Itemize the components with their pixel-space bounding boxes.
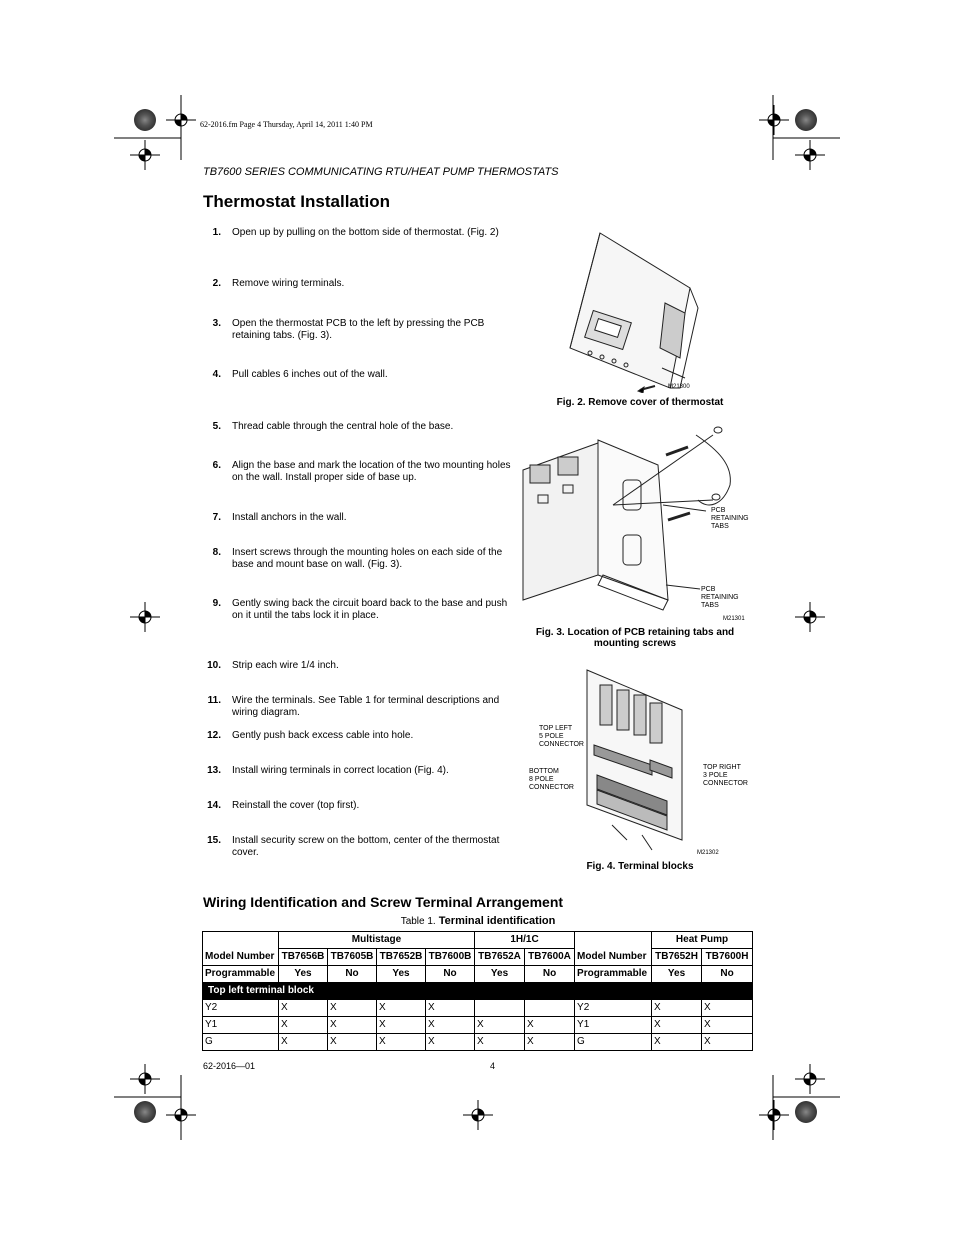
step-item [203,318,513,342]
fig2-code: M21300 [668,384,690,390]
programmable-label: Programmable [575,966,652,983]
step-text: Install security screw on the bottom, center of the thermostat cover. [232,835,500,858]
programmable-cell: Yes [475,966,525,983]
programmable-cell: Yes [377,966,426,983]
step-number: 2. [212,278,221,289]
fig4-terminal-blocks-illustration [572,665,692,855]
mark-cell: X [702,1034,753,1051]
step-text: Wire the terminals. See Table 1 for terminal descriptions and wiring diagram. [232,695,500,718]
mark-cell: X [377,1034,426,1051]
terminal-cell: Y2 [575,1000,652,1017]
step-number: 3. [212,318,221,329]
terminal-cell: Y2 [203,1000,279,1017]
table-caption [203,915,753,927]
step-item [203,800,513,812]
group-multistage: Multistage [279,932,475,949]
table-band-row [203,983,753,1000]
fig3-caption: Fig. 3. Location of PCB retaining tabs and mounting screws [535,627,735,649]
step-text: Reinstall the cover (top first). [232,800,360,811]
programmable-cell: No [426,966,475,983]
step-item [203,460,513,484]
fig4-caption: Fig. 4. Terminal blocks [586,861,694,872]
fig4-label-top-right: TOP RIGHT 3 POLE CONNECTOR [703,764,748,787]
step-text: Install anchors in the wall. [232,512,347,523]
table-row [203,1017,753,1034]
document-number: 62-2016—01 [203,1061,256,1071]
programmable-label: Programmable [203,966,279,983]
step-item [203,512,513,524]
programmable-cell: No [702,966,753,983]
group-1h1c: 1H/1C [475,932,575,949]
mark-cell: X [475,1017,525,1034]
programmable-cell: Yes [652,966,702,983]
mark-cell: X [652,1034,702,1051]
step-number: 11. [207,695,221,706]
mark-cell: X [279,1017,328,1034]
model-cell: TB7600H [702,949,753,966]
step-number: 9. [212,598,221,609]
step-item [203,835,513,859]
fig2-thermostat-illustration [560,228,700,393]
mark-cell: X [702,1017,753,1034]
step-number: 1. [212,227,221,238]
mark-cell: X [279,1034,328,1051]
mark-cell [475,1000,525,1017]
step-item [203,227,513,239]
table-row [203,1034,753,1051]
step-number: 14. [207,800,221,811]
step-number: 7. [212,512,221,523]
table-programmable-row [203,966,753,983]
programmable-cell: No [525,966,575,983]
step-text: Remove wiring terminals. [232,278,345,289]
mark-cell: X [525,1017,575,1034]
mark-cell: X [279,1000,328,1017]
terminal-cell: Y1 [203,1017,279,1034]
mark-cell [525,1000,575,1017]
wiring-section-title: Wiring Identification and Screw Terminal Arrangement [203,894,564,910]
mark-cell: X [525,1034,575,1051]
step-text: Align the base and mark the location of the two mounting holes on the wall. Install proper side of base up. [232,460,511,483]
step-text: Install wiring terminals in correct location (Fig. 4). [232,765,449,776]
model-cell: TB7656B [279,949,328,966]
step-number: 5. [212,421,221,432]
model-cell: TB7600B [426,949,475,966]
table-group-row [203,932,753,949]
fig3-label-bottom: PCB RETAINING TABS [701,586,739,609]
mark-cell: X [426,1000,475,1017]
step-text: Open the thermostat PCB to the left by pressing the PCB retaining tabs. (Fig. 3). [232,318,485,341]
terminal-identification-table [202,931,753,1051]
step-item [203,421,513,433]
mark-cell: X [377,1017,426,1034]
programmable-cell: No [328,966,377,983]
band-label: Top left terminal block [203,983,753,1000]
mark-cell: X [652,1000,702,1017]
table-caption-title: Terminal identification [438,915,556,927]
model-number-label: Model Number [203,949,279,966]
step-item [203,547,513,571]
page-number: 4 [490,1061,496,1071]
mark-cell: X [652,1017,702,1034]
mark-cell: X [702,1000,753,1017]
running-header: TB7600 SERIES COMMUNICATING RTU/HEAT PUMP THERMOSTATS [203,166,559,178]
terminal-cell: G [203,1034,279,1051]
fig4-label-top-left: TOP LEFT 5 POLE CONNECTOR [539,725,584,748]
step-item [203,765,513,777]
table-model-row [203,949,753,966]
step-number: 4. [212,369,221,380]
step-number: 15. [207,835,221,846]
mark-cell: X [328,1034,377,1051]
step-number: 12. [207,730,221,741]
mark-cell: X [328,1017,377,1034]
model-cell: TB7652A [475,949,525,966]
step-item [203,695,513,719]
model-number-label: Model Number [575,949,652,966]
step-text: Thread cable through the central hole of the base. [232,421,454,432]
step-text: Open up by pulling on the bottom side of thermostat. (Fig. 2) [232,227,499,238]
print-stamp: 62-2016.fm Page 4 Thursday, April 14, 2011 1:40 PM [200,120,373,129]
table-row [203,1000,753,1017]
step-item [203,598,513,622]
mark-cell: X [328,1000,377,1017]
step-number: 6. [212,460,221,471]
terminal-cell: G [575,1034,652,1051]
step-item [203,278,513,290]
model-cell: TB7652H [652,949,702,966]
step-text: Insert screws through the mounting holes on each side of the base and mount base on wall. (Fig. 3). [232,547,503,570]
model-cell: TB7600A [525,949,575,966]
step-number: 8. [212,547,221,558]
section-title: Thermostat Installation [203,192,391,211]
terminal-cell: Y1 [575,1017,652,1034]
fig4-code: M21302 [697,850,719,856]
model-cell: TB7605B [328,949,377,966]
group-heat-pump: Heat Pump [652,932,753,949]
mark-cell: X [475,1034,525,1051]
model-cell: TB7652B [377,949,426,966]
fig3-label-top: PCB RETAINING TABS [711,507,749,530]
mark-cell: X [426,1034,475,1051]
mark-cell: X [377,1000,426,1017]
programmable-cell: Yes [279,966,328,983]
step-text: Pull cables 6 inches out of the wall. [232,369,388,380]
step-text: Gently swing back the circuit board back to the base and push on it until the tabs lock it in place. [232,598,508,621]
step-text: Strip each wire 1/4 inch. [232,660,339,671]
fig2-caption: Fig. 2. Remove cover of thermostat [556,397,724,408]
fig3-code: M21301 [723,616,745,622]
step-item [203,730,513,742]
step-number: 10. [207,660,221,671]
step-text: Gently push back excess cable into hole. [232,730,414,741]
mark-cell: X [426,1017,475,1034]
step-number: 13. [207,765,221,776]
step-item [203,660,513,672]
step-item [203,369,513,381]
fig4-label-bottom: BOTTOM 8 POLE CONNECTOR [529,768,574,791]
table-caption-number: Table 1. [400,916,436,927]
